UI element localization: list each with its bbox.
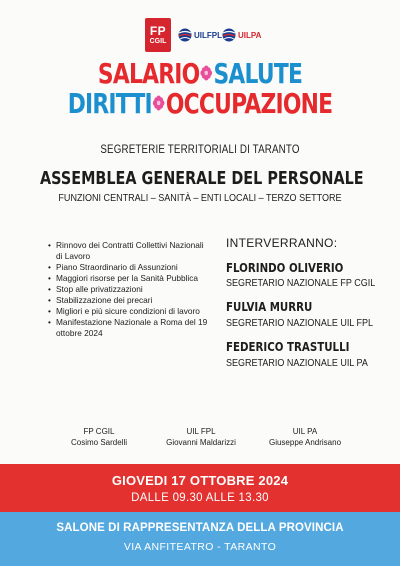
- signature-org: FP CGIL: [83, 427, 115, 436]
- uil-pa-logo: [222, 28, 261, 42]
- uil-fpl-globe-icon: [178, 28, 192, 42]
- list-item: • Stabilizzazione dei precari: [48, 295, 208, 306]
- uil-fpl-logo-text: UILFPL: [194, 30, 222, 40]
- demands-list: [48, 240, 208, 339]
- headline-salute: SALUTE: [213, 57, 303, 90]
- uil-fpl-logo: [178, 28, 222, 42]
- sectors-line: FUNZIONI CENTRALI – SANITÀ – ENTI LOCALI – TERZO SETTORE: [58, 192, 342, 204]
- flower-icon: [153, 95, 165, 111]
- uil-pa-logo-text: UILPA: [238, 30, 262, 40]
- speaker-name: FLORINDO OLIVERIO: [226, 260, 344, 275]
- signature-org: UIL FPL: [186, 427, 216, 436]
- event-date: GIOVEDI 17 OTTOBRE 2024: [111, 473, 289, 488]
- fp-cgil-logo: [145, 18, 171, 52]
- organizers-line: SEGRETERIE TERRITORIALI DI TARANTO: [100, 144, 300, 156]
- flower-icon: [200, 65, 212, 81]
- list-item: • Maggiori risorse per la Sanità Pubblica: [48, 273, 208, 284]
- list-item: • Stop alle privatizzazioni: [48, 284, 208, 295]
- signature-fp-cgil: [44, 426, 154, 448]
- headline-line-2: [44, 88, 356, 120]
- date-band: [0, 464, 400, 512]
- signature-org: UIL PA: [292, 427, 318, 436]
- signature-name: Cosimo Sardelli: [70, 438, 128, 447]
- venue-band: [0, 512, 400, 566]
- headline-diritti: DIRITTI: [67, 87, 152, 120]
- event-address: VIA ANFITEATRO - TARANTO: [123, 541, 277, 553]
- speaker-role: SEGRETARIO NAZIONALE UIL FPL: [226, 318, 374, 329]
- event-venue: SALONE DI RAPPRESENTANZA DELLA PROVINCIA: [56, 522, 344, 534]
- list-item: • Rinnovo dei Contratti Collettivi Nazionali di Lavoro: [48, 240, 208, 261]
- headline-line-1: [44, 58, 356, 90]
- speakers-heading: INTERVERRANNO:: [226, 236, 338, 250]
- signature-name: Giovanni Maldarizzi: [166, 438, 236, 447]
- signature-uil-fpl: [146, 426, 256, 448]
- speaker-name: FULVIA MURRU: [226, 299, 313, 314]
- headline-occupazione: OCCUPAZIONE: [165, 87, 333, 120]
- speaker-role: SEGRETARIO NAZIONALE UIL PA: [226, 358, 368, 369]
- list-item: • Manifestazione Nazionale a Roma del 19 ottobre 2024: [48, 317, 208, 338]
- list-item: • Migliori e più sicure condizioni di lavoro: [48, 306, 208, 317]
- speaker-role: SEGRETARIO NAZIONALE FP CGIL: [226, 278, 376, 289]
- assembly-title: ASSEMBLEA GENERALE DEL PERSONALE: [40, 168, 364, 189]
- fp-cgil-logo-line2: CGIL: [149, 38, 167, 45]
- fp-cgil-logo-line1: FP: [149, 24, 167, 38]
- signature-uil-pa: [250, 426, 360, 448]
- headline-salario: SALARIO: [97, 57, 200, 90]
- signature-name: Giuseppe Andrisano: [268, 438, 342, 447]
- list-item: • Piano Straordinario di Assunzioni: [48, 262, 208, 273]
- uil-pa-globe-icon: [222, 28, 236, 42]
- speaker-name: FEDERICO TRASTULLI: [226, 339, 350, 354]
- event-hours: DALLE 09.30 ALLE 13.30: [131, 492, 269, 504]
